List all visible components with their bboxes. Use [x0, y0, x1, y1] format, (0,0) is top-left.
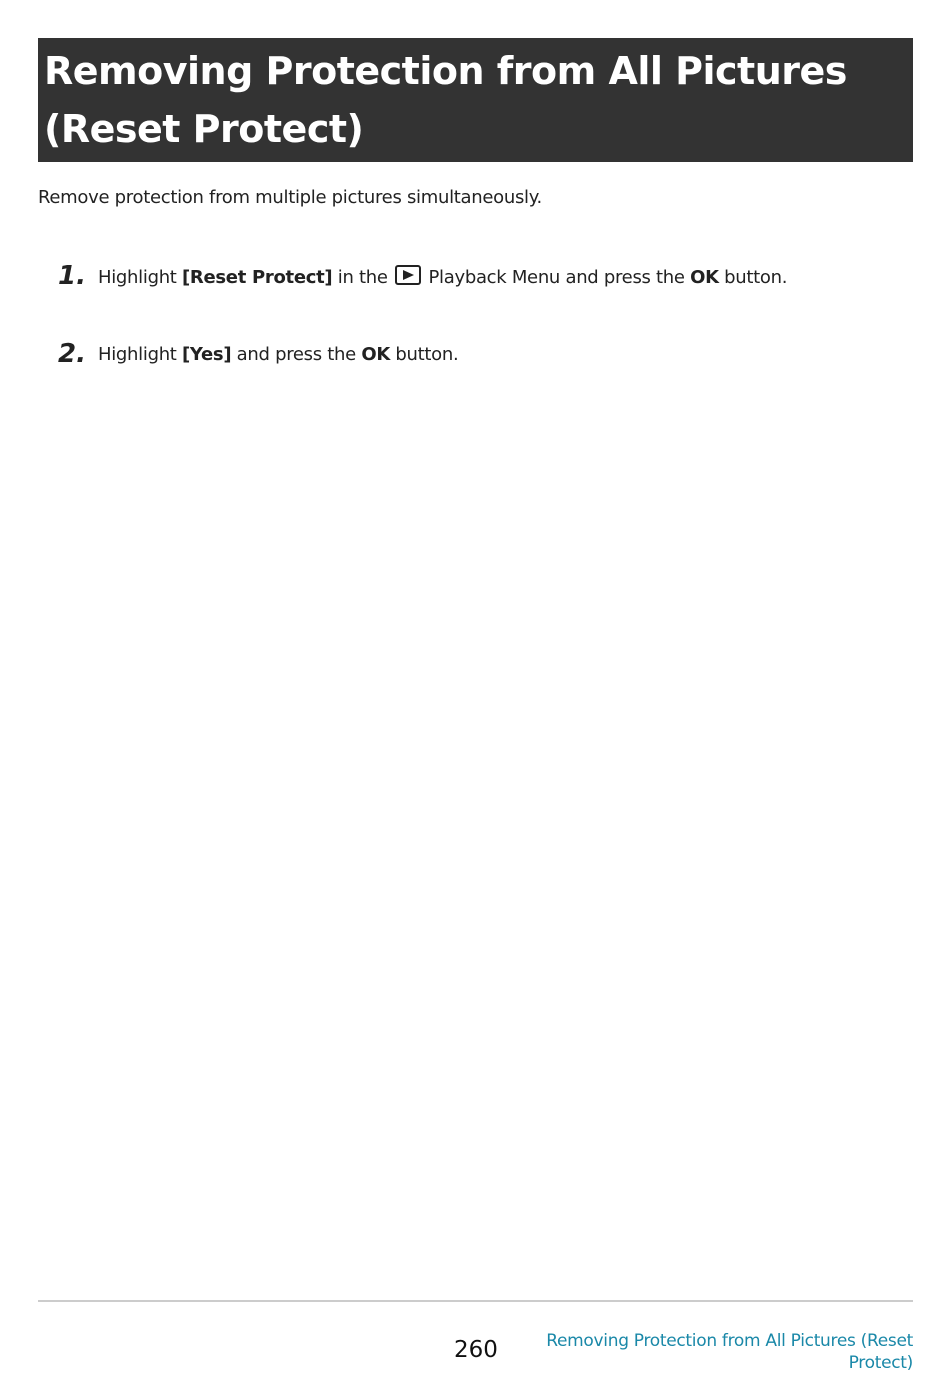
step-text: Highlight [Yes] and press the OK button.: [98, 344, 459, 365]
menu-item-label: [Yes]: [182, 344, 232, 365]
step-number: 2.: [58, 339, 86, 369]
footer-divider: [38, 1300, 913, 1302]
ok-button-label: OK: [361, 344, 390, 365]
page-number: 260: [454, 1337, 498, 1363]
title-banner: [38, 38, 913, 162]
step-number: 1.: [58, 261, 86, 291]
menu-item-label: [Reset Protect]: [182, 267, 333, 288]
step-text: Highlight [Reset Protect] in the Playback Menu and press the OK button.: [98, 265, 787, 292]
page-title: Removing Protection from All Pictures (Reset Protect): [44, 49, 847, 151]
step-2: [58, 338, 918, 374]
playback-menu-icon: [395, 265, 421, 292]
ok-button-label: OK: [690, 267, 719, 288]
step-1: [58, 260, 918, 296]
section-link[interactable]: Removing Protection from All Pictures (Reset Protect): [546, 1331, 913, 1373]
intro-text: Remove protection from multiple pictures simultaneously.: [38, 187, 542, 208]
